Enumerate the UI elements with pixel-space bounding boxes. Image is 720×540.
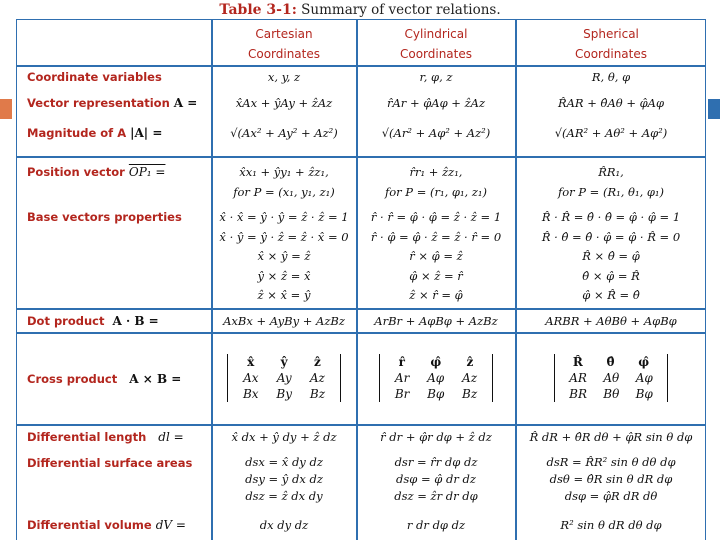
cell-spherical-base [517,208,705,306]
cell-line: for P = (x₁, y₁, z₁) [233,184,335,199]
row-label-cross-product [27,372,181,386]
matrix-cell: Aθ [603,371,620,385]
table-number: Table 3-1: [219,2,297,18]
cell-cartesian-coord-vars [213,68,355,88]
cell-line: r̂Ar + φ̂Aφ + ẑAz [386,96,486,110]
matrix-cell: Ax [243,371,259,385]
matrix-cell: Az [309,371,325,385]
cell-spherical-cross [517,354,705,405]
header-divider [17,65,705,67]
cell-cylindrical-coord-vars [358,68,514,88]
right-accent-marker [708,99,720,119]
cell-cartesian-position [213,163,355,202]
label-text: Differential surface areas [27,456,193,470]
cell-spherical-magnitude [517,124,705,144]
label-text: Cross product [27,372,118,386]
table-caption: Summary of vector relations. [301,2,501,18]
label-expression: dl = [158,430,184,444]
matrix-cell: Aφ [427,371,445,385]
cell-line: dx dy dz [259,518,309,532]
cell-line: AxBx + AyBy + AzBz [223,314,345,328]
cell-cartesian-dot [213,312,355,332]
vector-relations-table [16,19,706,540]
row-label-dot-product [27,314,159,328]
cell-spherical-dlength [517,428,705,448]
cell-line: R² sin θ dR dθ dφ [560,518,662,532]
cell-cylindrical-base [358,208,514,306]
cell-cartesian-base [213,208,355,306]
cell-cartesian-cross [213,354,355,405]
cell-line: r̂ dr + φ̂r dφ + ẑ dz [380,430,492,444]
cell-line: R̂R₁, [598,165,624,179]
header-line: Coordinates [574,47,648,61]
cell-line: φ̂ × R̂ = θ̂ [582,288,640,302]
header-cartesian [213,24,355,64]
label-expression: A × B = [129,372,182,386]
cell-line: dsφ = φ̂ dr dz [396,472,476,486]
cell-line: φ̂ × ẑ = r̂ [409,268,463,283]
label-text: Differential volume [27,518,152,532]
cell-cylindrical-dlength [358,428,514,448]
header-line: Spherical [583,27,639,41]
row-label-base-vectors [27,210,182,224]
cell-cylindrical-dot [358,312,514,332]
matrix-cell: Bθ [603,387,620,401]
cell-line: dsz = ẑ dx dy [245,489,323,503]
label-expression: A · B = [112,314,159,328]
label-expression: dV = [155,518,186,532]
cell-cartesian-dsurf [213,454,355,505]
cell-line: R̂ × θ̂ = φ̂ [582,249,640,263]
label-text: Position vector [27,165,125,179]
matrix-cell: Br [394,387,410,401]
cell-line: R̂ · R̂ = θ̂ · θ̂ = φ̂ · φ̂ = 1 [541,210,681,224]
matrix-cell: Bx [242,387,259,401]
matrix-cell: ŷ [280,355,288,369]
cell-cylindrical-vector-rep [358,94,514,114]
cell-spherical-vector-rep [517,94,705,114]
row-label-differential-surface [27,456,192,470]
header-line: Coordinates [247,47,321,61]
cell-line: dsφ = φ̂R dR dθ [564,489,658,503]
cell-line: x̂Ax + ŷAy + ẑAz [235,96,333,110]
label-text: Differential length [27,430,147,444]
row-label-vector-representation [27,96,197,110]
cell-line: R̂AR + θ̂Aθ + φ̂Aφ [557,96,665,110]
matrix-cell: Bφ [635,387,653,401]
cell-line: x̂ × ŷ = ẑ [257,249,311,263]
cell-line: ŷ × ẑ = x̂ [257,268,311,283]
label-text: Dot product [27,314,105,328]
cell-line: r̂ · φ̂ = φ̂ · ẑ = ẑ · r̂ = 0 [370,229,502,244]
matrix-cell: Bz [462,387,478,401]
cell-cartesian-dlength [213,428,355,448]
cell-line: dsR = R̂R² sin θ dθ dφ [546,455,676,469]
matrix-cell: R̂ [572,355,583,369]
matrix-cell: AR [569,371,587,385]
cell-line: ẑ × x̂ = ŷ [257,288,311,302]
cell-line: √(AR² + Aθ² + Aφ²) [554,126,668,140]
cell-cylindrical-magnitude [358,124,514,144]
row-divider [17,156,705,158]
header-cylindrical [358,24,514,64]
cell-line: ArBr + AφBφ + AzBz [374,314,498,328]
matrix-cell: Bφ [427,387,445,401]
matrix-cell: Az [462,371,478,385]
cell-cylindrical-cross [358,354,514,405]
cell-cylindrical-position [358,163,514,202]
cell-line: dsy = ŷ dx dz [245,472,323,486]
matrix-cell: Bz [309,387,326,401]
matrix-cell: ẑ [466,355,474,369]
row-label-magnitude [27,126,162,140]
row-divider [17,424,705,426]
table-title [0,2,720,18]
cell-spherical-dot [517,312,705,332]
cell-line: for P = (R₁, θ₁, φ₁) [557,184,665,199]
matrix-cell: φ̂ [430,355,442,369]
header-line: Cylindrical [404,27,468,41]
matrix-cell: θ̂ [606,355,615,369]
cell-spherical-dsurf [517,454,705,505]
cell-line: r dr dφ dz [406,518,466,532]
cell-line: θ̂ × φ̂ = R̂ [582,268,640,283]
matrix-cell: Ar [394,371,410,385]
determinant-matrix [379,354,493,402]
determinant-matrix [227,354,341,402]
row-label-coordinate-variables [27,70,162,84]
cell-cartesian-vector-rep [213,94,355,114]
left-accent-marker [0,99,12,119]
cell-line: √(Ar² + Aφ² + Az²) [381,126,491,140]
cell-spherical-coord-vars [517,68,705,88]
label-text: Vector representation [27,96,170,110]
label-text: Magnitude of A [27,126,127,140]
cell-line: x̂ dx + ŷ dy + ẑ dz [231,430,337,444]
cell-line: x̂ · x̂ = ŷ · ŷ = ẑ · ẑ = 1 [219,210,349,224]
cell-cylindrical-dsurf [358,454,514,505]
matrix-cell: BR [569,387,587,401]
row-label-position-vector [27,165,165,179]
label-text: Coordinate variables [27,70,162,84]
label-expression: |A| = [130,126,163,140]
cell-spherical-dvol [517,516,705,536]
cell-line: R̂ · θ̂ = θ̂ · φ̂ = φ̂ · R̂ = 0 [541,229,681,244]
row-divider [17,332,705,334]
determinant-matrix [554,354,668,402]
label-text: Base vectors properties [27,210,182,224]
cell-line: dsz = ẑr dr dφ [394,489,478,503]
label-expression: A = [173,96,198,110]
row-divider [17,308,705,310]
row-label-differential-length [27,430,184,444]
matrix-cell: φ̂ [638,355,650,369]
cell-line: x̂x₁ + ŷy₁ + ẑz₁, [239,165,329,179]
cell-line: R, θ, φ [591,70,631,84]
label-expression: OP₁ = [128,165,166,179]
cell-line: r̂ × φ̂ = ẑ [409,249,463,263]
cell-line: x, y, z [267,70,301,84]
cell-line: x̂ · ŷ = ŷ · ẑ = ẑ · x̂ = 0 [219,229,349,244]
header-line: Cartesian [255,27,313,41]
header-line: Coordinates [399,47,473,61]
row-label-differential-volume [27,518,186,532]
matrix-cell: Ay [276,371,292,385]
cell-cartesian-dvol [213,516,355,536]
cell-cartesian-magnitude [213,124,355,144]
cell-line: r̂r₁ + ẑz₁, [409,165,463,179]
matrix-cell: By [276,387,293,401]
cell-line: dsx = x̂ dy dz [245,455,323,469]
matrix-cell: Aφ [635,371,653,385]
matrix-cell: x̂ [247,355,255,369]
cell-spherical-position [517,163,705,202]
cell-line: R̂ dR + θ̂R dθ + φ̂R sin θ dφ [529,430,693,444]
cell-line: r̂ · r̂ = φ̂ · φ̂ = ẑ · ẑ = 1 [370,210,502,224]
cell-line: r, φ, z [419,70,453,84]
matrix-cell: ẑ [314,355,321,369]
cell-cylindrical-dvol [358,516,514,536]
cell-line: dsθ = θ̂R sin θ dR dφ [549,472,673,486]
cell-line: ẑ × r̂ = φ̂ [409,288,463,302]
cell-line: dsr = r̂r dφ dz [394,455,478,469]
cell-line: ARBR + AθBθ + AφBφ [545,314,677,328]
cell-line: for P = (r₁, φ₁, z₁) [384,184,488,199]
header-spherical [517,24,705,64]
cell-line: √(Ax² + Ay² + Az²) [230,126,338,140]
matrix-cell: r̂ [398,355,405,369]
